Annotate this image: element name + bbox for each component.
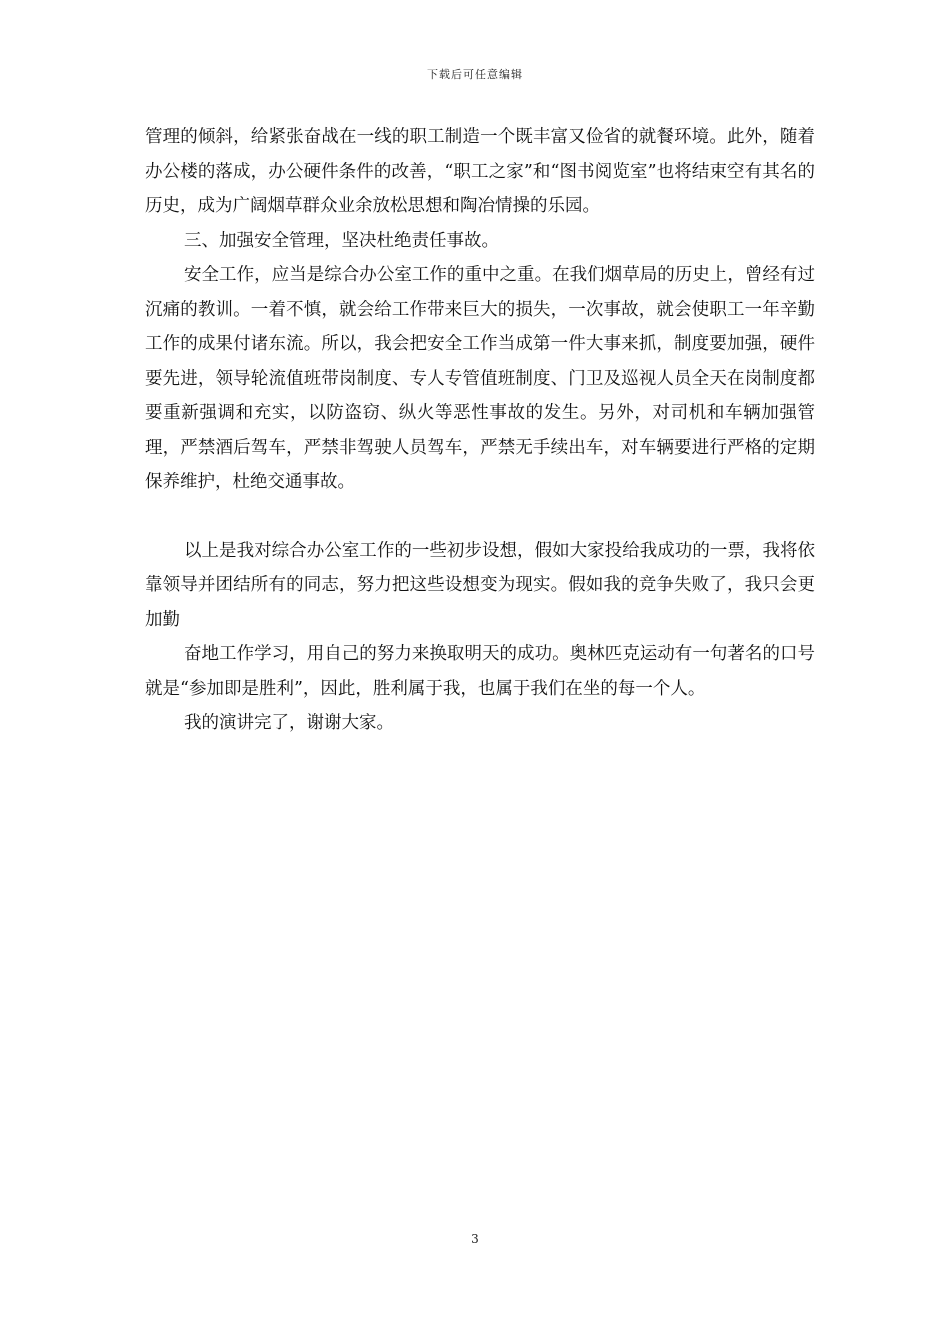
document-body <box>145 120 815 741</box>
paragraph-canteen-continuation: 管理的倾斜，给紧张奋战在一线的职工制造一个既丰富又俭省的就餐环境。此外，随着办公楼的落成，办公硬件条件的改善，“职工之家”和“图书阅览室”也将结束空有其名的历史，成为广阔烟草群众业余放松思想和陶冶情操的乐园。 <box>145 127 815 216</box>
page-number: 3 <box>471 1232 479 1246</box>
paragraph-olympic: 奋地工作学习，用自己的努力来换取明天的成功。奥林匹克运动有一句著名的口号就是“参加即是胜利”，因此，胜利属于我，也属于我们在坐的每一个人。 <box>145 644 815 699</box>
paragraph-conclusion: 以上是我对综合办公室工作的一些初步设想，假如大家投给我成功的一票，我将依靠领导并团结所有的同志，努力把这些设想变为现实。假如我的竞争失败了，我只会更加勤 <box>145 540 815 630</box>
paragraph-closing: 我的演讲完了，谢谢大家。 <box>184 713 394 733</box>
paragraph-spacer <box>145 500 815 534</box>
section-heading-safety: 三、加强安全管理，坚决杜绝责任事故。 <box>184 230 499 251</box>
paragraph-safety: 安全工作，应当是综合办公室工作的重中之重。在我们烟草局的历史上，曾经有过沉痛的教训。一着不慎，就会给工作带来巨大的损失，一次事故，就会使职工一年辛勤工作的成果付诸东流。所以，我会把安全工作当成第一件大事来抓，制度要加强，硬件要先进，领导轮流值班带岗制度、专人专管值班制度、门卫及巡视人员全天在岗制度都要重新强调和充实，以防盗窃、纵火等恶性事故的发生。另外，对司机和车辆加强管理，严禁酒后驾车，严禁非驾驶人员驾车，严禁无手续出车，对车辆要进行严格的定期保养维护，杜绝交通事故。 <box>145 265 815 492</box>
page-header: 下载后可任意编辑 <box>427 68 523 81</box>
